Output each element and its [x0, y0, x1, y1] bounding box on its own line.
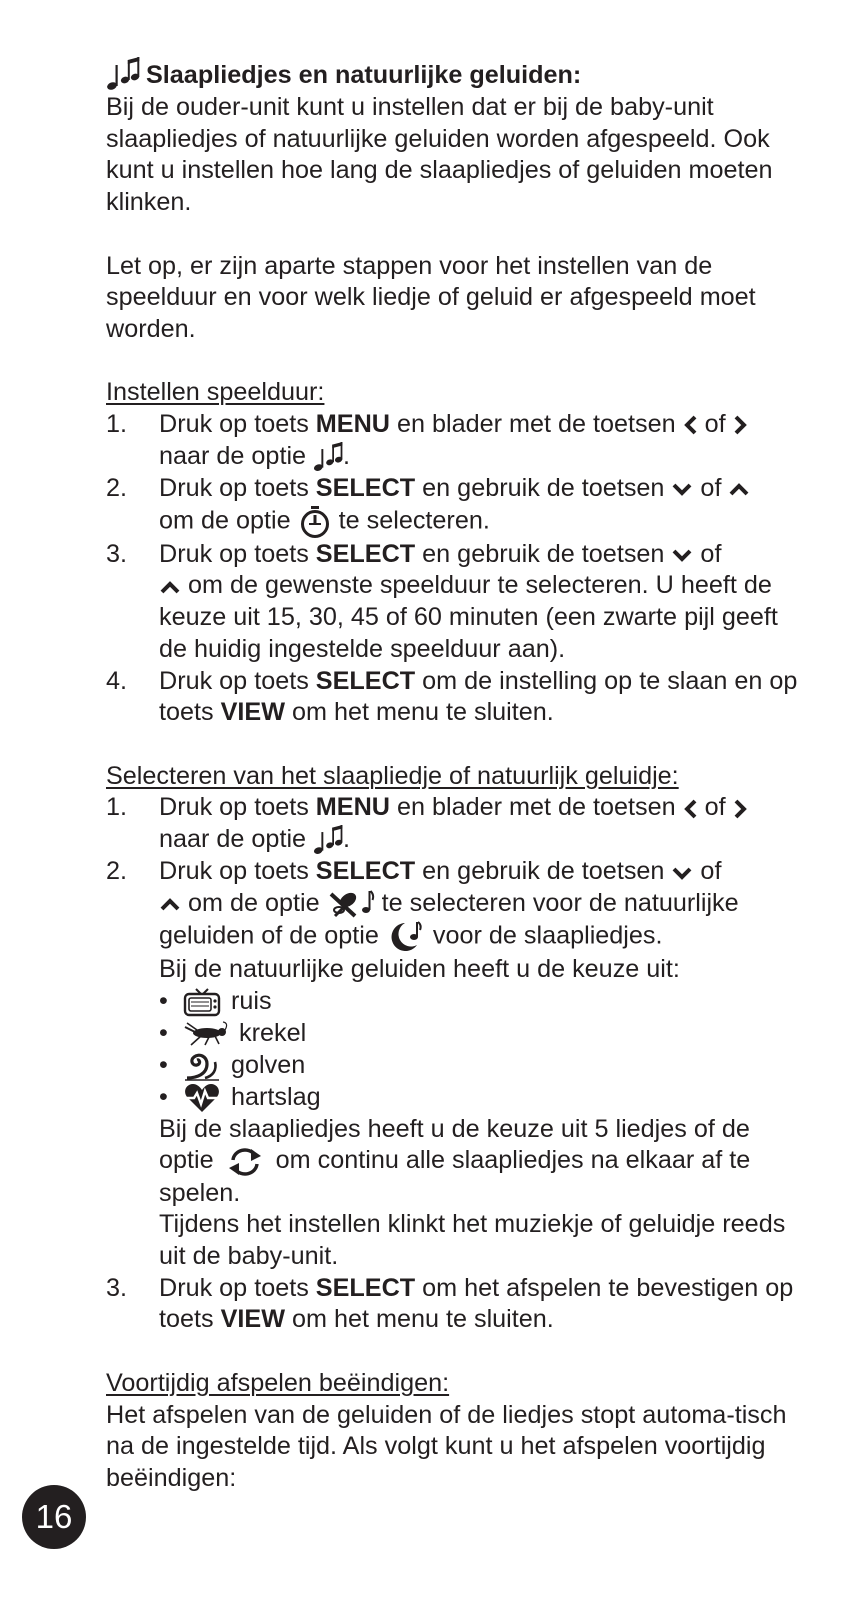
repeat-icon [227, 1146, 263, 1178]
timer-icon [298, 505, 332, 539]
moon-note-icon [386, 920, 426, 954]
note-paragraph: Let op, er zijn aparte stappen voor het instellen van de speelduur en voor welk liedje of geluid er afgespeeld moet worden. [106, 251, 756, 343]
section2-title: Selecteren van het slaapliedje of natuurlijk geluidje: [106, 761, 679, 790]
chevron-down-icon [671, 481, 693, 497]
page-number-badge: 16 [22, 1485, 86, 1549]
heartbeat-icon [183, 1082, 221, 1114]
list-item: • ruis [159, 987, 272, 1016]
list-item: 1. Druk op toets MENU en blader met de toetsen of naar de optie . [106, 409, 806, 473]
heading-text: Slaapliedjes en natuurlijke geluiden: [146, 61, 582, 90]
list-item: 2. Druk op toets SELECT en gebruik de toetsen of om de optie te selecteren voor de natuurlijke geluiden of de optie voor de slaapliedjes. Bij de natuurlijke geluiden heeft u de keuze uit: • ruis • krekel • golven • hartslag Bij de slaapliedjes heeft u de keuze uit 5 liedjes of de optie om continu alle slaapliedjes na elkaar af te spelen. Tijdens het instellen klinkt het muziekje of geluidje reeds uit de baby-unit. [106, 856, 806, 1272]
section2-steps [106, 792, 806, 1336]
list-item: 3. Druk op toets SELECT om het afspelen te bevestigen op toets VIEW om het menu te sluiten. [106, 1273, 794, 1334]
page-content [106, 56, 806, 1495]
tv-noise-icon [183, 987, 221, 1017]
cricket-icon [183, 1021, 229, 1047]
wave-icon [183, 1050, 221, 1082]
chevron-down-icon [671, 547, 693, 563]
list-item: 3. Druk op toets SELECT en gebruik de toetsen of om de gewenste speelduur te selecteren. U heeft de keuze uit 15, 30, 45 of 60 minuten (een zwarte pijl geeft de huidig ingestelde speelduur aan). [106, 539, 778, 663]
list-item: 4. Druk op toets SELECT om de instelling op te slaan en op toets VIEW om het menu te sluiten. [106, 666, 798, 727]
nature-sounds-icon [327, 888, 375, 920]
music-notes-icon [106, 56, 140, 92]
chevron-left-icon [683, 414, 698, 436]
chevron-up-icon [159, 579, 181, 595]
section-heading [106, 56, 806, 92]
list-item: • hartslag [159, 1082, 806, 1114]
chevron-down-icon [671, 865, 693, 881]
list-item: 2. Druk op toets SELECT en gebruik de toetsen of om de optie te selecteren. [106, 473, 806, 539]
intro-paragraph: Bij de ouder-unit kunt u instellen dat er bij de baby-unit slaapliedjes of natuurlijke geluiden worden afgespeeld. Ook kunt u instellen hoe lang de slaapliedjes of geluiden moeten klinken. [106, 93, 773, 217]
list-item: • krekel [159, 1018, 307, 1047]
list-item: • golven [159, 1050, 806, 1082]
section3-paragraph: Het afspelen van de geluiden of de liedjes stopt automa-tisch na de ingestelde tijd. Als volgt kunt u het afspelen voortijdig beëindigen: [106, 1400, 787, 1492]
chevron-left-icon [683, 798, 698, 820]
chevron-right-icon [733, 414, 748, 436]
section3-title: Voortijdig afspelen beëindigen: [106, 1368, 450, 1397]
music-notes-icon [313, 824, 343, 856]
chevron-up-icon [728, 481, 750, 497]
chevron-up-icon [159, 896, 181, 912]
music-notes-icon [313, 441, 343, 473]
list-item: 1. Druk op toets MENU en blader met de toetsen of naar de optie . [106, 792, 806, 856]
section1-title: Instellen speelduur: [106, 378, 325, 407]
section1-steps [106, 409, 806, 729]
chevron-right-icon [733, 798, 748, 820]
